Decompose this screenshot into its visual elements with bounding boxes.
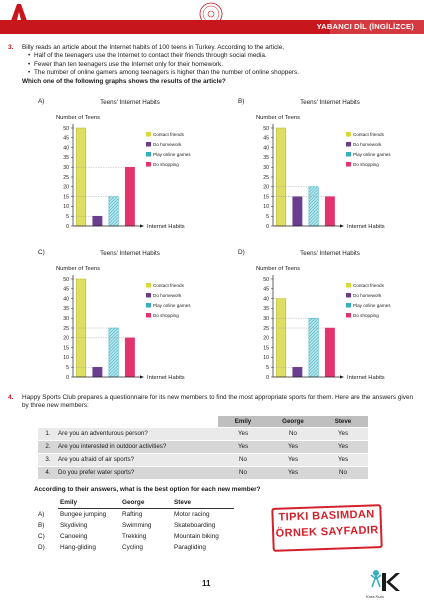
option-cell: Paragliding — [174, 543, 206, 551]
legend-swatch — [346, 132, 351, 137]
legend-entry: Do homework — [153, 142, 182, 147]
option-cell: Skydiving — [60, 521, 88, 529]
kara-kutu-logo-icon — [368, 567, 402, 597]
question-intro: Happy Sports Club prepares a questionnaire for its new members to find the most appropriate sports for them. Here are the answers given by three new members: — [22, 394, 414, 410]
answer-cell: Yes — [268, 453, 318, 466]
bar — [109, 328, 118, 377]
header-blank — [58, 416, 218, 427]
header-steve: Steve — [318, 416, 368, 427]
table-row — [38, 453, 368, 466]
y-tick-label: 30 — [63, 165, 69, 171]
option-a-letter[interactable]: A) — [38, 98, 45, 105]
y-tick-label: 25 — [263, 174, 269, 181]
legend-entry: Play online games — [353, 303, 391, 308]
answer-cell: No — [318, 466, 368, 479]
y-tick-label: 35 — [263, 306, 269, 313]
y-tick-label: 10 — [263, 204, 269, 211]
x-axis-label: Internet Habits — [147, 375, 185, 381]
row-question: Are you afraid of air sports? — [58, 453, 218, 466]
legend-entry: Do shopping — [153, 313, 179, 318]
legend-swatch — [346, 162, 351, 167]
option-cell: Skateboarding — [174, 521, 216, 529]
y-tick-label: 15 — [63, 345, 69, 352]
legend-entry: Contact friends — [353, 132, 384, 137]
question-3 — [8, 44, 414, 86]
y-tick-label: 10 — [63, 355, 69, 362]
option-d-letter[interactable]: D) — [238, 249, 245, 256]
legend-entry: Play online games — [353, 152, 391, 157]
option-c-letter[interactable]: C) — [38, 249, 45, 256]
option-cell: Mountain biking — [174, 532, 219, 540]
option-letter[interactable]: D) — [38, 543, 45, 551]
y-tick-label: 5 — [266, 365, 269, 371]
bar — [125, 167, 134, 226]
y-tick-label: 40 — [263, 145, 269, 152]
y-tick-label: 10 — [263, 355, 269, 362]
y-tick-label: 15 — [63, 194, 69, 201]
question-4 — [8, 394, 414, 411]
y-tick-label: 50 — [63, 276, 69, 283]
chart-option-c — [38, 249, 228, 389]
header-george: George — [268, 416, 318, 427]
bullet-item: • The number of online gamers among teenagers is higher than the number of online shoppers. — [28, 69, 414, 77]
legend-entry: Play online games — [153, 152, 191, 157]
option-letter[interactable]: B) — [38, 521, 45, 529]
y-tick-label: 30 — [263, 316, 269, 322]
y-tick-label: 25 — [63, 325, 69, 332]
legend-swatch — [146, 313, 151, 318]
question-prompt: Which one of the following graphs shows the results of the article? — [22, 77, 226, 85]
brand-name: Kara Kutu — [366, 594, 384, 599]
bar — [309, 187, 318, 226]
row-question: Are you an adventurous person? — [58, 427, 218, 440]
y-tick-label: 35 — [63, 306, 69, 313]
legend-entry: Contact friends — [353, 283, 384, 288]
row-number: 4. — [38, 466, 58, 479]
legend-swatch — [146, 293, 151, 298]
option-cell: Hang-gliding — [60, 543, 96, 551]
legend-swatch — [346, 152, 351, 157]
y-tick-label: 30 — [263, 165, 269, 171]
chart-title: Teens' Internet Habits — [300, 250, 360, 257]
answer-cell: Yes — [268, 440, 318, 453]
option-row-a[interactable] — [38, 509, 234, 520]
x-axis-arrow — [140, 375, 144, 378]
question-number: 4. — [8, 394, 14, 401]
answers-header-row — [38, 416, 368, 427]
row-number: 3. — [38, 453, 58, 466]
header-blank — [38, 498, 58, 509]
bar — [93, 216, 102, 226]
y-tick-label: 20 — [263, 335, 269, 342]
bullet-item: • Half of the teenagers use the Internet to contact their friends through social media. — [28, 52, 414, 60]
row-number: 1. — [38, 427, 58, 440]
option-header-emily: Emily — [58, 498, 120, 509]
y-tick-label: 5 — [266, 214, 269, 220]
y-tick-label: 15 — [263, 345, 269, 352]
chart-option-a — [38, 98, 228, 238]
y-tick-label: 50 — [263, 276, 269, 283]
answer-cell: Yes — [318, 427, 368, 440]
y-axis-label: Number of Teens — [56, 266, 101, 272]
x-axis-label: Internet Habits — [347, 224, 385, 230]
legend-entry: Do homework — [353, 293, 382, 298]
y-tick-label: 45 — [63, 135, 69, 142]
y-axis-label: Number of Teens — [256, 266, 301, 272]
answer-cell: Yes — [268, 466, 318, 479]
legend-swatch — [146, 132, 151, 137]
options-header-row — [38, 498, 234, 509]
y-tick-label: 30 — [63, 316, 69, 322]
legend-entry: Play online games — [153, 303, 191, 308]
row-question: Do you prefer water sports? — [58, 466, 218, 479]
bar — [276, 128, 285, 226]
legend-entry: Do shopping — [153, 162, 179, 167]
y-tick-label: 20 — [63, 184, 69, 191]
question-intro: Billy reads an article about the Internet habits of 100 teens in Turkey. According to the article, — [22, 44, 285, 51]
chart-title: Teens' Internet Habits — [100, 250, 160, 257]
answer-cell: No — [218, 466, 268, 479]
question-prompt: According to their answers, what is the best option for each new member? — [34, 486, 261, 493]
y-tick-label: 45 — [63, 286, 69, 293]
x-axis-arrow — [340, 224, 344, 227]
bar-chart — [238, 249, 424, 389]
stamp-line-1: TIPKI BASIMDAN — [278, 508, 375, 524]
bar — [93, 367, 102, 377]
x-axis-label: Internet Habits — [347, 375, 385, 381]
bar — [76, 128, 85, 226]
x-axis-arrow — [340, 375, 344, 378]
x-axis-arrow — [140, 224, 144, 227]
table-row — [38, 466, 368, 479]
x-axis-label: Internet Habits — [147, 224, 185, 230]
legend-swatch — [346, 303, 351, 308]
bar-chart — [38, 98, 228, 238]
bar — [109, 197, 118, 226]
question-number: 3. — [8, 44, 14, 51]
bullet-item: • Fewer than ten teenagers use the Internet only for their homework. — [28, 61, 414, 69]
chart-option-b — [238, 98, 424, 238]
answer-cell: No — [268, 427, 318, 440]
page-number: 11 — [202, 579, 211, 588]
y-tick-label: 25 — [263, 325, 269, 332]
option-row-c[interactable] — [38, 531, 234, 542]
answer-cell: Yes — [218, 427, 268, 440]
y-tick-label: 5 — [66, 214, 69, 220]
table-row — [38, 440, 368, 453]
option-cell: Cycling — [122, 543, 143, 551]
legend-swatch — [346, 313, 351, 318]
legend-entry: Contact friends — [153, 132, 184, 137]
ministry-seal-icon — [199, 2, 223, 26]
row-number: 2. — [38, 440, 58, 453]
legend-swatch — [146, 142, 151, 147]
option-row-b[interactable] — [38, 520, 234, 531]
bar — [125, 338, 134, 377]
options-table — [38, 498, 234, 553]
option-cell: Rafting — [122, 510, 143, 518]
y-tick-label: 45 — [263, 286, 269, 293]
legend-swatch — [346, 142, 351, 147]
y-tick-label: 45 — [263, 135, 269, 142]
answer-cell: No — [218, 453, 268, 466]
y-tick-label: 0 — [66, 374, 69, 381]
a-logo-icon — [4, 2, 34, 34]
y-tick-label: 20 — [263, 184, 269, 191]
y-axis-label: Number of Teens — [56, 115, 101, 121]
option-letter[interactable]: C) — [38, 532, 45, 540]
y-tick-label: 0 — [266, 223, 269, 230]
y-tick-label: 50 — [63, 125, 69, 132]
legend-swatch — [146, 152, 151, 157]
option-cell: Bungee jumping — [60, 510, 107, 518]
bar — [293, 197, 302, 226]
bar — [293, 367, 302, 377]
y-tick-label: 50 — [263, 125, 269, 132]
chart-title: Teens' Internet Habits — [100, 99, 160, 106]
legend-entry: Contact friends — [153, 283, 184, 288]
y-tick-label: 35 — [63, 155, 69, 162]
bar-chart — [38, 249, 228, 389]
y-tick-label: 10 — [63, 204, 69, 211]
answers-table — [38, 416, 368, 479]
option-header-steve: Steve — [172, 498, 234, 509]
y-tick-label: 25 — [63, 174, 69, 181]
question-bullets — [28, 52, 414, 77]
y-axis-label: Number of Teens — [256, 115, 301, 121]
legend-swatch — [146, 283, 151, 288]
legend-entry: Do shopping — [353, 162, 379, 167]
option-b-letter[interactable]: B) — [238, 98, 245, 105]
y-tick-label: 20 — [63, 335, 69, 342]
legend-swatch — [146, 162, 151, 167]
answer-cell: Yes — [318, 453, 368, 466]
row-question: Are you interested in outdoor activities? — [58, 440, 218, 453]
subject-title: YABANCI DİL (İNGİLİZCE) — [316, 22, 414, 31]
chart-title: Teens' Internet Habits — [300, 99, 360, 106]
y-tick-label: 40 — [63, 145, 69, 152]
bar — [276, 299, 285, 377]
stamp-line-2: ÖRNEK SAYFADIR — [275, 524, 379, 540]
option-row-d[interactable] — [38, 542, 234, 553]
option-header-george: George — [120, 498, 172, 509]
y-tick-label: 35 — [263, 155, 269, 162]
legend-entry: Do shopping — [353, 313, 379, 318]
y-tick-label: 15 — [263, 194, 269, 201]
legend-entry: Do homework — [153, 293, 182, 298]
y-tick-label: 0 — [266, 374, 269, 381]
answer-cell: Yes — [218, 440, 268, 453]
option-cell: Swimming — [122, 521, 152, 529]
legend-swatch — [346, 283, 351, 288]
option-letter[interactable]: A) — [38, 510, 45, 518]
header-emily: Emily — [218, 416, 268, 427]
chart-option-d — [238, 249, 424, 389]
y-tick-label: 40 — [63, 296, 69, 303]
option-cell: Trekking — [122, 532, 147, 540]
bar-chart — [238, 98, 424, 238]
option-cell: Canoeing — [60, 532, 88, 540]
legend-entry: Do homework — [353, 142, 382, 147]
bar — [309, 318, 318, 377]
bar — [325, 328, 334, 377]
header-blank — [38, 416, 58, 427]
page-header — [0, 0, 424, 36]
legend-swatch — [146, 303, 151, 308]
legend-swatch — [346, 293, 351, 298]
answer-cell: Yes — [318, 440, 368, 453]
y-tick-label: 40 — [263, 296, 269, 303]
bar — [325, 197, 334, 226]
y-tick-label: 5 — [66, 365, 69, 371]
option-cell: Motor racing — [174, 510, 210, 518]
y-tick-label: 0 — [66, 223, 69, 230]
sample-page-stamp — [271, 504, 382, 552]
table-row — [38, 427, 368, 440]
